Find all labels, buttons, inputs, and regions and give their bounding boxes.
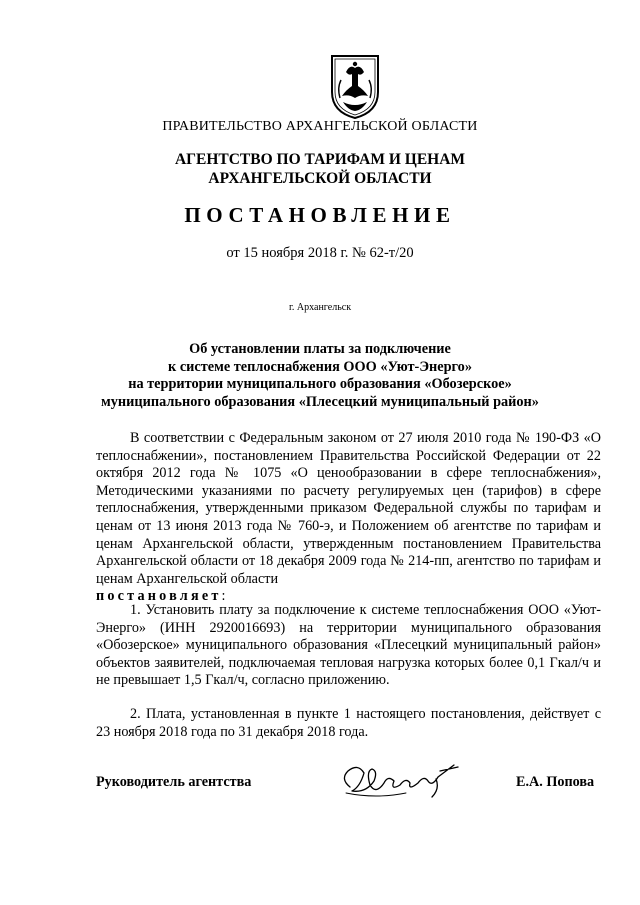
title-line: Об установлении платы за подключение: [189, 341, 451, 357]
preamble-paragraph: В соответствии с Федеральным законом от 27 июля 2010 года № 190-ФЗ «О теплоснабжении», постановлением Правительства Российской Федерации от 22 октября 2012 года № 1075 «О ценообразовании в сфере теплоснабжения», Методическими указаниями по расчету регулируемых цен (тарифов) в сфере теплоснабжения, утвержденными приказом Федеральной службы по тарифам и ценам от 13 июня 2013 года № 760-э, и Положением об агентстве по тарифам и ценам Архангельской области, утвержденным постановлением Правительства Архангельской области от 18 декабря 2009 года № 214-пп, агентство по тарифам и ценам Архангельской области: [96, 430, 601, 587]
handwritten-signature-icon: [336, 757, 464, 803]
title-line: к системе теплоснабжения ООО «Уют-Энерго»: [168, 358, 472, 375]
agency-name-line: АГЕНТСТВО ПО ТАРИФАМ И ЦЕНАМ: [174, 151, 466, 168]
item-2-block: [96, 706, 601, 741]
coat-of-arms-icon: [328, 52, 382, 120]
decree-word: постановляет: [96, 588, 222, 605]
title-line: на территории муниципального образования «Обозерское»: [128, 376, 512, 392]
document-date-number: от 15 ноября 2018 г. № 62-т/20: [226, 245, 414, 261]
document-city: г. Архангельск: [288, 302, 352, 313]
title-line: муниципального образования «Плесецкий муниципальный район»: [101, 393, 539, 410]
item-2-paragraph: 2. Плата, установленная в пункте 1 настоящего постановления, действует с 23 ноября 2018 года по 31 декабря 2018 года.: [96, 706, 601, 740]
signatory-role: Руководитель агентства: [96, 774, 252, 790]
decree-colon: :: [221, 588, 226, 605]
signatory-name: Е.А. Попова: [516, 774, 595, 790]
item-1-paragraph: 1. Установить плату за подключение к системе теплоснабжения ООО «Уют-Энерго» (ИНН 2920016693) на территории муниципального образования «Обозерское» муниципального образования «Плесецкий муниципальный район» объектов заявителей, подключаемая тепловая нагрузка которых более 0,1 Гкал/ч и не превышает 1,5 Гкал/ч, согласно приложению.: [96, 602, 601, 689]
item-1-block: [96, 602, 601, 690]
document-title: [0, 341, 640, 411]
agency-name-line: АРХАНГЕЛЬСКОЙ ОБЛАСТИ: [208, 170, 432, 187]
document-type: ПОСТАНОВЛЕНИЕ: [184, 203, 456, 227]
government-name: ПРАВИТЕЛЬСТВО АРХАНГЕЛЬСКОЙ ОБЛАСТИ: [162, 119, 478, 134]
preamble-block: [96, 430, 601, 606]
agency-name: [0, 150, 640, 188]
